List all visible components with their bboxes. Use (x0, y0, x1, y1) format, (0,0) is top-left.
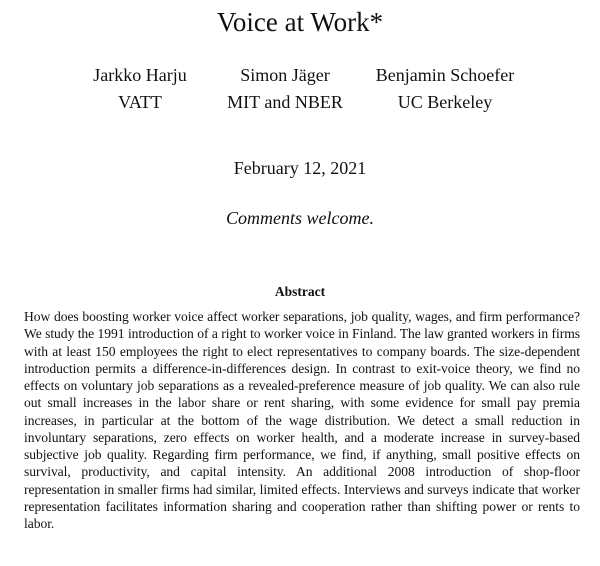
author-block (0, 62, 600, 116)
author-name: Benjamin Schoefer (375, 65, 515, 85)
paper-title: Voice at Work* (216, 7, 384, 37)
author-harju (65, 62, 215, 116)
comments-note: Comments welcome. (226, 208, 374, 228)
author-affiliation: MIT and NBER (227, 92, 343, 112)
author-name: Jarkko Harju (93, 65, 187, 85)
author-schoefer (355, 62, 535, 116)
abstract-heading: Abstract (274, 284, 326, 299)
author-jaeger (215, 62, 355, 116)
paper-date: February 12, 2021 (233, 158, 367, 178)
abstract-text: How does boosting worker voice affect worker separations, job quality, wages, and firm performance? We study the 1991 introduction of a right to worker voice in Finland. The law granted workers in firms with at least 150 employees the right to elect representatives to company boards. The size-dependent introduction permits a difference-in-differences design. In contrast to exit-voice theory, we find no effects on voluntary job separations as a revealed-preference measure of job quality. We can also rule out small increases in the labor share or rent sharing, with some evidence for small pay premia increases, in particular at the bottom of the wage distribution. We detect a small reduction in involuntary separations, zero effects on worker health, and a moderate increase in survey-based subjective job quality. Regarding firm performance, we find, if anything, small positive effects on survival, productivity, and capital intensity. An additional 2008 introduction of shop-floor representation in smaller firms had similar, limited effects. Interviews and surveys indicate that worker representation facilitates information sharing and cooperation rather than shifting power or rents to labor. (24, 309, 580, 531)
author-affiliation: VATT (118, 92, 162, 112)
author-affiliation: UC Berkeley (397, 92, 493, 112)
author-name: Simon Jäger (240, 65, 330, 85)
